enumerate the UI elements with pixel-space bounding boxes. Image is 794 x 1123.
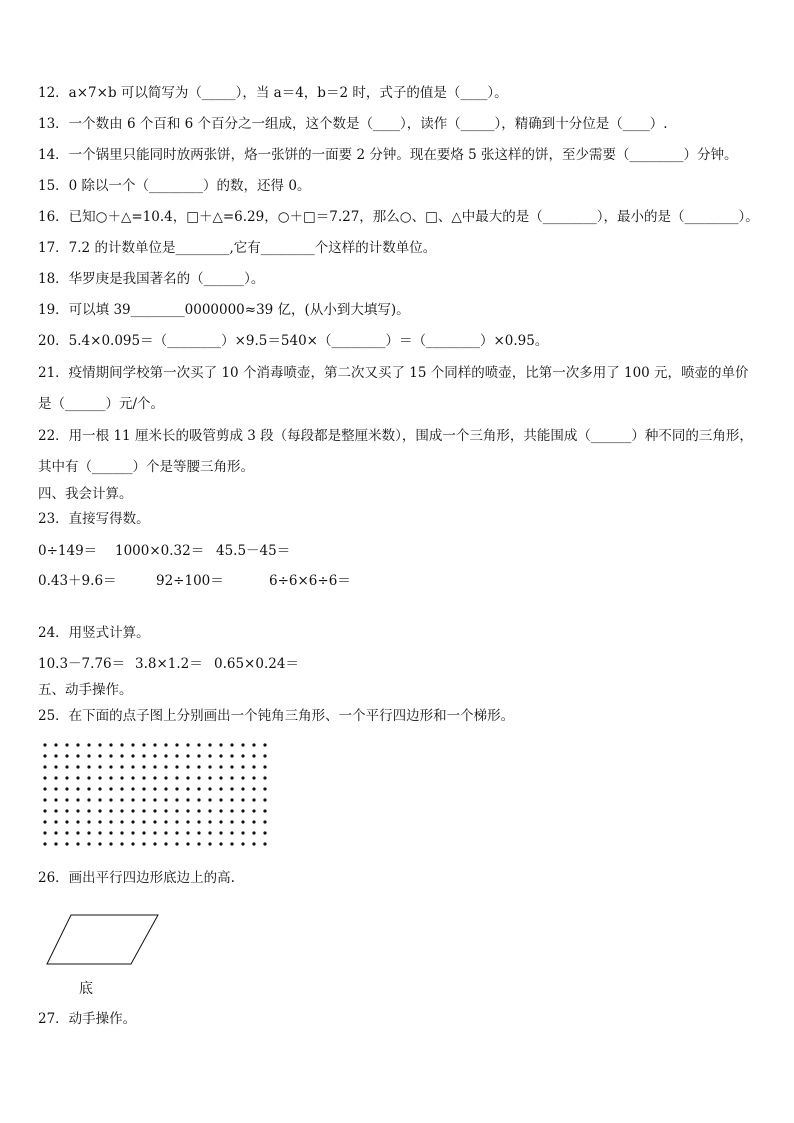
grid-dot (208, 776, 211, 779)
calc-item: 3.8×1.2＝ (135, 656, 203, 672)
question-27: 27．动手操作。 (38, 1011, 137, 1027)
grid-dot (54, 820, 57, 823)
grid-dot (153, 776, 156, 779)
question-15: 15．0 除以一个（________）的数，还得 0。 (38, 178, 311, 194)
grid-dot (98, 798, 101, 801)
grid-dot (131, 809, 134, 812)
grid-dot (131, 798, 134, 801)
grid-dot (197, 787, 200, 790)
grid-dot (87, 776, 90, 779)
grid-dot (65, 831, 68, 834)
grid-dot (65, 809, 68, 812)
dot-grid[interactable] (42, 742, 274, 852)
grid-dot (197, 765, 200, 768)
grid-dot (76, 798, 79, 801)
grid-dot (186, 765, 189, 768)
grid-dot (186, 798, 189, 801)
grid-dot (219, 743, 222, 746)
grid-dot (120, 820, 123, 823)
grid-dot (142, 754, 145, 757)
grid-dot (43, 798, 46, 801)
grid-dot (219, 820, 222, 823)
grid-dot (186, 754, 189, 757)
grid-dot (186, 743, 189, 746)
grid-dot (263, 831, 266, 834)
grid-dot (120, 798, 123, 801)
grid-dot (109, 754, 112, 757)
grid-dot (142, 787, 145, 790)
grid-dot (142, 798, 145, 801)
grid-dot (164, 754, 167, 757)
grid-dot (109, 831, 112, 834)
grid-dot (87, 820, 90, 823)
grid-dot (142, 820, 145, 823)
grid-dot (230, 776, 233, 779)
question-18: 18．华罗庚是我国著名的（______）。 (38, 271, 265, 287)
grid-dot (164, 776, 167, 779)
grid-dot (131, 787, 134, 790)
grid-dot (175, 831, 178, 834)
q23-row-2 (38, 572, 351, 590)
grid-dot (230, 831, 233, 834)
grid-dot (142, 776, 145, 779)
grid-dot (65, 765, 68, 768)
grid-dot (120, 831, 123, 834)
grid-dot (65, 754, 68, 757)
grid-dot (208, 743, 211, 746)
grid-dot (109, 809, 112, 812)
grid-dot (153, 809, 156, 812)
grid-dot (164, 820, 167, 823)
section-4-heading: 四、我会计算。 (38, 486, 133, 502)
grid-dot (65, 743, 68, 746)
grid-dot (252, 798, 255, 801)
grid-dot (241, 831, 244, 834)
grid-dot (197, 831, 200, 834)
grid-dot (131, 743, 134, 746)
grid-dot (241, 798, 244, 801)
calc-item: 10.3－7.76＝ (38, 656, 126, 672)
grid-dot (197, 776, 200, 779)
grid-dot (87, 743, 90, 746)
grid-dot (43, 809, 46, 812)
calc-item: 1000×0.32＝ (115, 543, 205, 559)
grid-dot (197, 809, 200, 812)
grid-dot (164, 787, 167, 790)
grid-dot (98, 820, 101, 823)
grid-dot (219, 765, 222, 768)
grid-dot (142, 765, 145, 768)
calc-item: 0.65×0.24＝ (214, 656, 299, 672)
grid-dot (230, 787, 233, 790)
question-25: 25．在下面的点子图上分别画出一个钝角三角形、一个平行四边形和一个梯形。 (38, 708, 515, 724)
grid-dot (175, 842, 178, 845)
grid-dot (175, 787, 178, 790)
grid-dot (131, 776, 134, 779)
grid-dot (98, 809, 101, 812)
grid-dot (87, 798, 90, 801)
grid-dot (87, 842, 90, 845)
grid-dot (120, 787, 123, 790)
grid-dot (252, 754, 255, 757)
grid-dot (65, 842, 68, 845)
grid-dot (87, 787, 90, 790)
calc-item: 6÷6×6÷6＝ (269, 573, 351, 589)
grid-dot (197, 798, 200, 801)
q23-row-1 (38, 542, 290, 560)
grid-dot (120, 842, 123, 845)
question-13: 13．一个数由 6 个百和 6 个百分之一组成，这个数是（____），读作（_____），精确到十分位是（____）. (38, 116, 668, 132)
grid-dot (76, 787, 79, 790)
grid-dot (241, 776, 244, 779)
grid-dot (98, 831, 101, 834)
grid-dot (263, 820, 266, 823)
grid-dot (208, 765, 211, 768)
grid-dot (230, 743, 233, 746)
grid-dot (76, 754, 79, 757)
grid-dot (208, 809, 211, 812)
grid-dot (186, 831, 189, 834)
grid-dot (131, 754, 134, 757)
question-21-line-1: 21．疫情期间学校第一次买了 10 个消毒喷壶，第二次又买了 15 个同样的喷壶，比第一次多用了 100 元，喷壶的单价 (38, 365, 749, 381)
question-23: 23．直接写得数。 (38, 511, 150, 527)
grid-dot (219, 798, 222, 801)
grid-dot (175, 765, 178, 768)
grid-dot (230, 820, 233, 823)
grid-dot (164, 842, 167, 845)
grid-dot (241, 820, 244, 823)
grid-dot (43, 765, 46, 768)
question-12: 12．a×7×b 可以简写为（_____），当 a＝4，b＝2 时，式子的值是（____）。 (38, 85, 508, 101)
grid-dot (109, 842, 112, 845)
grid-dot (219, 787, 222, 790)
grid-dot (76, 831, 79, 834)
grid-dot (76, 809, 79, 812)
grid-dot (230, 842, 233, 845)
question-21-line-2: 是（______）元/个。 (38, 396, 165, 412)
grid-dot (175, 776, 178, 779)
grid-dot (43, 743, 46, 746)
q24-row (38, 655, 299, 673)
grid-dot (153, 754, 156, 757)
grid-dot (54, 787, 57, 790)
grid-dot (164, 809, 167, 812)
grid-dot (208, 820, 211, 823)
grid-dot (230, 798, 233, 801)
grid-dot (54, 765, 57, 768)
grid-dot (219, 754, 222, 757)
grid-dot (219, 831, 222, 834)
grid-dot (252, 809, 255, 812)
calc-item: 0÷149＝ (38, 543, 98, 559)
grid-dot (263, 809, 266, 812)
question-26: 26．画出平行四边形底边上的高. (38, 870, 235, 886)
grid-dot (98, 765, 101, 768)
grid-dot (263, 776, 266, 779)
grid-dot (120, 765, 123, 768)
grid-dot (153, 820, 156, 823)
grid-dot (153, 798, 156, 801)
grid-dot (98, 787, 101, 790)
question-22-line-1: 22．用一根 11 厘米长的吸管剪成 3 段（每段都是整厘米数），围成一个三角形，共能围成（______）种不同的三角形， (38, 428, 753, 444)
grid-dot (208, 787, 211, 790)
question-20: 20．5.4×0.095＝（________）×9.5＝540×（________）＝（________）×0.95。 (38, 333, 549, 349)
grid-dot (76, 765, 79, 768)
grid-dot (252, 820, 255, 823)
grid-dot (131, 765, 134, 768)
grid-dot (186, 842, 189, 845)
grid-dot (241, 754, 244, 757)
grid-dot (208, 754, 211, 757)
grid-dot (43, 842, 46, 845)
grid-dot (241, 842, 244, 845)
question-17: 17．7.2 的计数单位是________,它有________个这样的计数单位。 (38, 240, 437, 256)
grid-dot (241, 743, 244, 746)
grid-dot (175, 809, 178, 812)
grid-dot (252, 842, 255, 845)
parallelogram-figure (44, 913, 164, 968)
grid-dot (208, 831, 211, 834)
grid-dot (197, 820, 200, 823)
grid-dot (175, 754, 178, 757)
grid-dot (241, 765, 244, 768)
grid-dot (241, 787, 244, 790)
grid-dot (263, 754, 266, 757)
grid-dot (219, 842, 222, 845)
grid-dot (241, 809, 244, 812)
grid-dot (197, 842, 200, 845)
grid-dot (164, 798, 167, 801)
grid-dot (131, 820, 134, 823)
grid-dot (131, 831, 134, 834)
grid-dot (263, 765, 266, 768)
base-label: 底 (79, 981, 93, 997)
grid-dot (109, 820, 112, 823)
grid-dot (252, 743, 255, 746)
grid-dot (87, 809, 90, 812)
grid-dot (252, 765, 255, 768)
question-14: 14．一个锅里只能同时放两张饼，烙一张饼的一面要 2 分钟。现在要烙 5 张这样的饼，至少需要（________）分钟。 (38, 147, 738, 163)
grid-dot (252, 831, 255, 834)
question-19: 19．可以填 39________0000000≈39 亿，(从小到大填写)。 (38, 302, 410, 318)
grid-dot (120, 809, 123, 812)
grid-dot (164, 765, 167, 768)
grid-dot (76, 842, 79, 845)
grid-dot (87, 831, 90, 834)
grid-dot (76, 820, 79, 823)
grid-dot (219, 776, 222, 779)
grid-dot (98, 842, 101, 845)
calc-item: 45.5－45＝ (216, 543, 291, 559)
grid-dot (98, 754, 101, 757)
grid-dot (175, 743, 178, 746)
parallelogram-shape (47, 915, 158, 964)
grid-dot (263, 842, 266, 845)
grid-dot (230, 765, 233, 768)
grid-dot (153, 765, 156, 768)
grid-dot (186, 820, 189, 823)
grid-dot (120, 743, 123, 746)
grid-dot (142, 809, 145, 812)
grid-dot (186, 776, 189, 779)
grid-dot (76, 743, 79, 746)
grid-dot (109, 765, 112, 768)
grid-dot (197, 754, 200, 757)
grid-dot (109, 787, 112, 790)
grid-dot (131, 842, 134, 845)
grid-dot (43, 754, 46, 757)
grid-dot (87, 765, 90, 768)
grid-dot (153, 743, 156, 746)
grid-dot (142, 743, 145, 746)
grid-dot (98, 776, 101, 779)
grid-dot (263, 787, 266, 790)
grid-dot (65, 776, 68, 779)
grid-dot (263, 798, 266, 801)
grid-dot (43, 776, 46, 779)
grid-dot (186, 787, 189, 790)
grid-dot (43, 820, 46, 823)
grid-dot (164, 831, 167, 834)
grid-dot (252, 776, 255, 779)
grid-dot (153, 842, 156, 845)
grid-dot (43, 787, 46, 790)
grid-dot (208, 842, 211, 845)
grid-dot (175, 820, 178, 823)
grid-dot (186, 809, 189, 812)
grid-dot (87, 754, 90, 757)
grid-dot (120, 776, 123, 779)
question-22-line-2: 其中有（______）个是等腰三角形。 (38, 459, 254, 475)
grid-dot (54, 831, 57, 834)
question-16: 16．已知○＋△=10.4，□＋△=6.29，○＋□＝7.27，那么○、□、△中最大的是（________），最小的是（________）。 (38, 209, 759, 225)
grid-dot (142, 842, 145, 845)
grid-dot (230, 754, 233, 757)
grid-dot (153, 831, 156, 834)
grid-dot (43, 831, 46, 834)
calc-item: 92÷100＝ (156, 573, 224, 589)
grid-dot (175, 798, 178, 801)
grid-dot (54, 754, 57, 757)
grid-dot (76, 776, 79, 779)
grid-dot (263, 743, 266, 746)
grid-dot (120, 754, 123, 757)
grid-dot (109, 743, 112, 746)
grid-dot (219, 809, 222, 812)
grid-dot (109, 798, 112, 801)
grid-dot (54, 809, 57, 812)
grid-dot (98, 743, 101, 746)
grid-dot (197, 743, 200, 746)
grid-dot (65, 787, 68, 790)
section-5-heading: 五、动手操作。 (38, 682, 133, 698)
grid-dot (230, 809, 233, 812)
calc-item: 0.43＋9.6＝ (38, 573, 117, 589)
grid-dot (54, 798, 57, 801)
grid-dot (164, 743, 167, 746)
grid-dot (109, 776, 112, 779)
grid-dot (252, 787, 255, 790)
question-24: 24．用竖式计算。 (38, 625, 150, 641)
grid-dot (142, 831, 145, 834)
grid-dot (54, 842, 57, 845)
grid-dot (65, 798, 68, 801)
grid-dot (65, 820, 68, 823)
grid-dot (153, 787, 156, 790)
grid-dot (54, 743, 57, 746)
grid-dot (208, 798, 211, 801)
grid-dot (54, 776, 57, 779)
